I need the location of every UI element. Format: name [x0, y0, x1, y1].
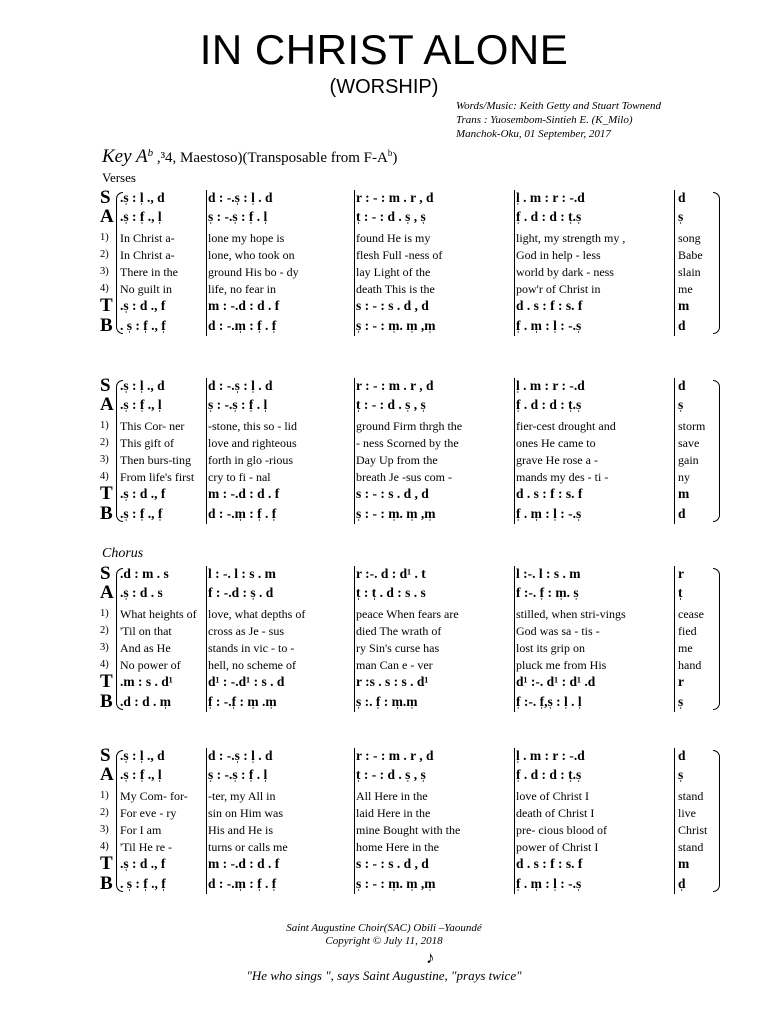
verse-number: 1)	[100, 790, 109, 801]
voice-row-a	[98, 764, 720, 785]
note-cell: m	[678, 298, 690, 313]
lyric-line	[98, 470, 720, 486]
lyric-cell: For eve - ry	[120, 806, 177, 820]
song-title: IN CHRIST ALONE	[199, 26, 569, 73]
voice-label: T	[100, 295, 113, 316]
note-cell: t̩	[678, 585, 683, 600]
note-cell: s̩ : - : m̩. m̩ ,m̩	[356, 876, 436, 891]
note-cell: m	[678, 486, 690, 501]
lyric-cell: light, my strength my ,	[516, 231, 626, 245]
verse-number: 2)	[100, 437, 109, 448]
note-cell: r : - : m . r , d	[356, 190, 434, 205]
note-cell: d¹ : -.d¹ : s . d	[208, 674, 285, 689]
lyric-cell: hell, no scheme of	[208, 658, 296, 672]
note-cell: .s̩ : d ., f	[120, 298, 166, 313]
note-cell: m : -.d : d . f	[208, 856, 280, 871]
verse-number: 3)	[100, 266, 109, 277]
lyric-cell: love, what depths of	[208, 607, 306, 621]
right-brace	[713, 568, 720, 710]
voice-label: T	[100, 671, 113, 692]
music-system	[98, 745, 720, 894]
note-cell: d	[678, 318, 686, 333]
verse-number: 4)	[100, 283, 109, 294]
note-cell: .s̩ : f̩ ., l̩	[120, 767, 162, 782]
note-cell: s̩ :. f̩ : m̩.m̩	[356, 694, 418, 709]
voice-label: S	[100, 563, 111, 584]
note-cell: s̩	[678, 767, 684, 782]
verse-number: 4)	[100, 841, 109, 852]
voice-row-t	[98, 295, 720, 316]
note-cell: m	[678, 856, 690, 871]
music-system	[98, 187, 720, 336]
note-cell: l̩ . m : r : -.d	[516, 190, 585, 205]
note-cell: s : - : s . d , d	[356, 486, 429, 501]
bar-line	[206, 748, 207, 894]
credit-line: Trans : Yuosembom-Sintieh E. (K_Milo)	[456, 114, 633, 126]
note-cell: .s̩ : f̩ ., f̩	[120, 506, 163, 521]
lyric-cell: live	[678, 806, 696, 820]
key-tempo: ,³4, Maestoso)(Transposable from F-A	[153, 150, 388, 166]
lyric-cell: flesh Full -ness of	[356, 248, 443, 262]
verse-number: 4)	[100, 471, 109, 482]
voice-label: A	[100, 582, 114, 603]
lyric-cell: power of Christ I	[516, 840, 599, 854]
voice-row-b	[98, 691, 720, 712]
note-cell: t̩ : - : d . s̩ , s̩	[356, 397, 426, 412]
lyric-cell: pre- cious blood of	[516, 823, 607, 837]
note-cell: d	[678, 190, 686, 205]
note-cell: t̩ : - : d . s̩ , s̩	[356, 209, 426, 224]
lyric-cell: death of Christ I	[516, 806, 595, 820]
lyric-cell: cross as Je - sus	[208, 624, 284, 638]
voice-label: B	[100, 691, 113, 712]
bar-line	[354, 566, 355, 712]
note-cell: d : -.s̩ : l̩ . d	[208, 190, 273, 205]
voice-label: A	[100, 206, 114, 227]
note-cell: l :-. l : s . m	[516, 566, 581, 581]
left-brace	[116, 380, 123, 522]
lyric-line	[98, 607, 720, 623]
verse-number: 1)	[100, 232, 109, 243]
note-cell: r : - : m . r , d	[356, 378, 434, 393]
note-cell: l̩ . m : r : -.d	[516, 748, 585, 763]
note-cell: m : -.d : d . f	[208, 486, 280, 501]
right-brace	[713, 380, 720, 522]
note-cell: .s̩ : f̩ ., l̩	[120, 209, 162, 224]
lyric-cell: This gift of	[120, 436, 174, 450]
lyric-cell: slain	[678, 265, 701, 279]
lyric-line	[98, 624, 720, 640]
note-cell: d	[678, 378, 686, 393]
lyric-line	[98, 641, 720, 657]
note-cell: .d : m . s	[120, 566, 169, 581]
note-cell: f̩ :-. f̩,s̩ : l̩ . l̩	[516, 694, 582, 709]
lyric-cell: lone my hope is	[208, 231, 285, 245]
section-label: Verses	[102, 170, 136, 185]
voice-row-s	[98, 563, 720, 584]
lyric-cell: ground Firm thrgh the	[356, 419, 463, 433]
verse-number: 3)	[100, 642, 109, 653]
lyric-cell: gain	[678, 453, 699, 467]
note-cell: d : -.m̩ : f̩ . f̩	[208, 506, 277, 521]
lyric-cell: - ness Scorned by the	[356, 436, 459, 450]
note-cell: t̩ : t̩ . d : s . s	[356, 585, 426, 600]
credit-line: Words/Music: Keith Getty and Stuart Townend	[456, 100, 662, 112]
lyric-cell: All Here in the	[356, 789, 428, 803]
lyric-cell: grave He rose a -	[516, 453, 598, 467]
lyric-cell: -stone, this so - lid	[208, 419, 297, 433]
note-cell: d : -.m̩ : f̩ . f̩	[208, 876, 277, 891]
key-label: Key A	[102, 146, 148, 167]
voice-label: B	[100, 503, 113, 524]
voice-row-b	[98, 503, 720, 524]
music-system	[98, 375, 720, 524]
note-cell: d . s : f : s. f	[516, 856, 583, 871]
note-cell: s̩ : -.s̩ : f̩ . l̩	[208, 767, 268, 782]
voice-row-s	[98, 745, 720, 766]
note-cell: .d : d . m̩	[120, 694, 172, 709]
note-cell: r : - : m . r , d	[356, 748, 434, 763]
lyric-cell: His and He is	[208, 823, 273, 837]
lyric-cell: -ter, my All in	[208, 789, 276, 803]
verse-number: 2)	[100, 625, 109, 636]
note-cell: l̩ . m : r : -.d	[516, 378, 585, 393]
lyric-cell: cry to fi - nal	[208, 470, 271, 484]
lyric-line	[98, 282, 720, 298]
lyric-cell: What heights of	[120, 607, 197, 621]
lyric-cell: ground His bo - dy	[208, 265, 299, 279]
voice-label: B	[100, 873, 113, 894]
lyric-cell: save	[678, 436, 700, 450]
lyric-cell: lay Light of the	[356, 265, 431, 279]
lyric-cell: Christ	[678, 823, 708, 837]
lyric-cell: This Cor- ner	[120, 419, 185, 433]
lyric-cell: fier-cest drought and	[516, 419, 616, 433]
lyric-cell: God was sa - tis -	[516, 624, 600, 638]
right-brace	[713, 750, 720, 892]
lyric-cell: lost its grip on	[516, 641, 586, 655]
lyric-cell: No guilt in	[120, 282, 173, 296]
lyric-line	[98, 436, 720, 452]
bar-line	[674, 566, 675, 712]
lyric-cell: stilled, when stri-vings	[516, 607, 626, 621]
note-cell: .m : s . d¹	[120, 674, 173, 689]
song-subtitle: (WORSHIP)	[329, 76, 439, 98]
note-cell: m : -.d : d . f	[208, 298, 280, 313]
bar-line	[674, 748, 675, 894]
lyric-line	[98, 231, 720, 247]
key-signature	[102, 146, 397, 168]
note-cell: s : - : s . d , d	[356, 856, 429, 871]
lyric-line	[98, 248, 720, 264]
verse-number: 2)	[100, 249, 109, 260]
lyric-cell: lone, who took on	[208, 248, 295, 262]
note-cell: s̩ : - : m̩. m̩ ,m̩	[356, 318, 436, 333]
note-cell: f̩ . d : d : t̩.s̩	[516, 767, 582, 782]
lyric-cell: turns or calls me	[208, 840, 288, 854]
note-cell: .s̩ : d ., f	[120, 486, 166, 501]
lyric-cell: home Here in the	[356, 840, 439, 854]
verse-number: 4)	[100, 659, 109, 670]
note-cell: d¹ :-. d¹ : d¹ .d	[516, 674, 596, 689]
note-cell: d : -.s̩ : l̩ . d	[208, 748, 273, 763]
note-cell: d : -.m̩ : f̩ . f̩	[208, 318, 277, 333]
key-close: )	[392, 150, 398, 166]
verse-number: 2)	[100, 807, 109, 818]
bar-line	[206, 566, 207, 712]
note-cell: .s̩ : l̩ ., d	[120, 190, 165, 205]
lyric-cell: From life's first	[120, 470, 195, 484]
lyric-cell: storm	[678, 419, 706, 433]
note-cell: d	[678, 748, 686, 763]
footer-copyright: Copyright © July 11, 2018	[325, 935, 443, 947]
note-cell: f : -.d : s̩ . d	[208, 585, 274, 600]
lyric-cell: cease	[678, 607, 704, 621]
voice-row-s	[98, 375, 720, 396]
note-cell: d : -.s̩ : l̩ . d	[208, 378, 273, 393]
note-cell: f̩ . m̩ : l̩ : -.s̩	[516, 318, 582, 333]
voice-row-a	[98, 582, 720, 603]
bar-line	[514, 748, 515, 894]
note-cell: r :-. d : d¹ . t	[356, 566, 426, 581]
left-brace	[116, 750, 123, 892]
note-cell: .s̩ : d ., f	[120, 856, 166, 871]
key-flat: b	[147, 147, 154, 159]
voice-label: A	[100, 394, 114, 415]
lyric-cell: found He is my	[356, 231, 431, 245]
lyric-cell: death This is the	[356, 282, 435, 296]
note-cell: r :s . s : s . d¹	[356, 674, 429, 689]
bar-line	[674, 378, 675, 524]
lyric-cell: world by dark - ness	[516, 265, 614, 279]
lyric-cell: Then burs-ting	[120, 453, 191, 467]
lyric-cell: Babe	[678, 248, 703, 262]
footer-choir: Saint Augustine Choir(SAC) Obili –Yaoundé	[286, 922, 482, 934]
note-cell: f̩ . d : d : t̩.s̩	[516, 209, 582, 224]
note-cell: r	[678, 674, 684, 689]
note-cell: f̩ . m̩ : l̩ : -.s̩	[516, 506, 582, 521]
bar-line	[206, 378, 207, 524]
lyric-cell: God in help - less	[516, 248, 601, 262]
bar-line	[354, 378, 355, 524]
voice-row-t	[98, 853, 720, 874]
bar-line	[354, 748, 355, 894]
bar-line	[206, 190, 207, 336]
note-cell: .s̩ : f̩ ., l̩	[120, 397, 162, 412]
lyric-cell: 'Til on that	[120, 624, 172, 638]
lyric-cell: fied	[678, 624, 697, 638]
bar-line	[514, 190, 515, 336]
lyric-line	[98, 840, 720, 856]
note-cell: f̩ . m̩ : l̩ : -.s̩	[516, 876, 582, 891]
note-cell: .s̩ : d . s	[120, 585, 163, 600]
lyric-cell: For I am	[120, 823, 162, 837]
note-cell: . s̩ : f̩ ., f̩	[120, 876, 166, 891]
lyric-line	[98, 806, 720, 822]
verse-number: 3)	[100, 454, 109, 465]
lyric-cell: stand	[678, 789, 704, 803]
lyric-cell: My Com- for-	[120, 789, 188, 803]
lyric-cell: laid Here in the	[356, 806, 431, 820]
note-cell: l : -. l : s . m	[208, 566, 276, 581]
music-note-icon: ♪	[426, 948, 435, 967]
note-cell: s : - : s . d , d	[356, 298, 429, 313]
lyric-cell: mine Bought with the	[356, 823, 461, 837]
voice-row-s	[98, 187, 720, 208]
voice-label: S	[100, 375, 111, 396]
bar-line	[514, 378, 515, 524]
note-cell: t̩ : - : d . s̩ , s̩	[356, 767, 426, 782]
bar-line	[514, 566, 515, 712]
lyric-line	[98, 823, 720, 839]
left-brace	[116, 192, 123, 334]
right-brace	[713, 192, 720, 334]
verse-number: 1)	[100, 608, 109, 619]
lyric-cell: pow'r of Christ in	[516, 282, 601, 296]
note-cell: s̩	[678, 694, 684, 709]
voice-label: S	[100, 745, 111, 766]
lyric-cell: ones He came to	[516, 436, 596, 450]
lyric-cell: In Christ a-	[120, 248, 175, 262]
voice-row-t	[98, 483, 720, 504]
lyric-cell: There in the	[120, 265, 178, 279]
verse-number: 1)	[100, 420, 109, 431]
lyric-cell: life, no fear in	[208, 282, 276, 296]
verse-number: 3)	[100, 824, 109, 835]
section-label: Chorus	[102, 546, 144, 561]
lyric-cell: peace When fears are	[356, 607, 459, 621]
lyric-cell: stand	[678, 840, 704, 854]
lyric-cell: In Christ a-	[120, 231, 175, 245]
credit-line: Manchok-Oku, 01 September, 2017	[456, 128, 611, 140]
lyric-cell: stands in vic - to -	[208, 641, 295, 655]
note-cell: s̩	[678, 397, 684, 412]
voice-label: T	[100, 853, 113, 874]
voice-label: A	[100, 764, 114, 785]
note-cell: f̩ . d : d : t̩.s̩	[516, 397, 582, 412]
lyric-cell: hand	[678, 658, 702, 672]
lyric-line	[98, 453, 720, 469]
lyric-cell: love of Christ I	[516, 789, 589, 803]
bar-line	[354, 190, 355, 336]
lyric-cell: ny	[678, 470, 690, 484]
lyric-cell: me	[678, 641, 693, 655]
lyric-cell: ry Sin's curse has	[356, 641, 440, 655]
voice-label: B	[100, 315, 113, 336]
lyric-cell: sin on Him was	[208, 806, 283, 820]
voice-row-a	[98, 206, 720, 227]
lyric-cell: pluck me from His	[516, 658, 607, 672]
voice-label: S	[100, 187, 111, 208]
note-cell: s̩ : -.s̩ : f̩ . l̩	[208, 209, 268, 224]
lyric-cell: man Can e - ver	[356, 658, 433, 672]
note-cell: f̩ : -.f̩ : m̩ .m̩	[208, 694, 277, 709]
lyric-line	[98, 789, 720, 805]
lyric-cell: No power of	[120, 658, 181, 672]
note-cell: d . s : f : s. f	[516, 486, 583, 501]
note-cell: s̩ : -.s̩ : f̩ . l̩	[208, 397, 268, 412]
note-cell: d	[678, 506, 686, 521]
lyric-line	[98, 265, 720, 281]
lyric-cell: died The wrath of	[356, 624, 442, 638]
lyric-cell: And as He	[120, 641, 171, 655]
lyric-cell: mands my des - ti -	[516, 470, 609, 484]
left-brace	[116, 568, 123, 710]
voice-row-a	[98, 394, 720, 415]
lyric-cell: me	[678, 282, 693, 296]
lyric-line	[98, 419, 720, 435]
note-cell: d̩	[678, 876, 686, 891]
lyric-cell: 'Til He re -	[120, 840, 173, 854]
lyric-cell: breath Je -sus com -	[356, 470, 452, 484]
lyric-line	[98, 658, 720, 674]
lyric-cell: forth in glo -rious	[208, 453, 293, 467]
voice-row-t	[98, 671, 720, 692]
lyric-cell: song	[678, 231, 701, 245]
note-cell: f :-. f̩ : m̩. s̩	[516, 585, 579, 600]
music-system	[98, 563, 720, 712]
lyric-cell: love and righteous	[208, 436, 297, 450]
note-cell: d . s : f : s. f	[516, 298, 583, 313]
note-cell: .s̩ : l̩ ., d	[120, 378, 165, 393]
footer-motto: "He who sings ", says Saint Augustine, "prays twice"	[246, 968, 522, 983]
key-flat-2: b	[387, 148, 393, 158]
credits	[456, 99, 661, 141]
bar-line	[674, 190, 675, 336]
lyric-cell: Day Up from the	[356, 453, 438, 467]
voice-row-b	[98, 873, 720, 894]
note-cell: s̩ : - : m̩. m̩ ,m̩	[356, 506, 436, 521]
note-cell: r	[678, 566, 684, 581]
note-cell: s̩	[678, 209, 684, 224]
voice-label: T	[100, 483, 113, 504]
voice-row-b	[98, 315, 720, 336]
note-cell: .s̩ : l̩ ., d	[120, 748, 165, 763]
note-cell: . s̩ : f̩ ., f̩	[120, 318, 166, 333]
